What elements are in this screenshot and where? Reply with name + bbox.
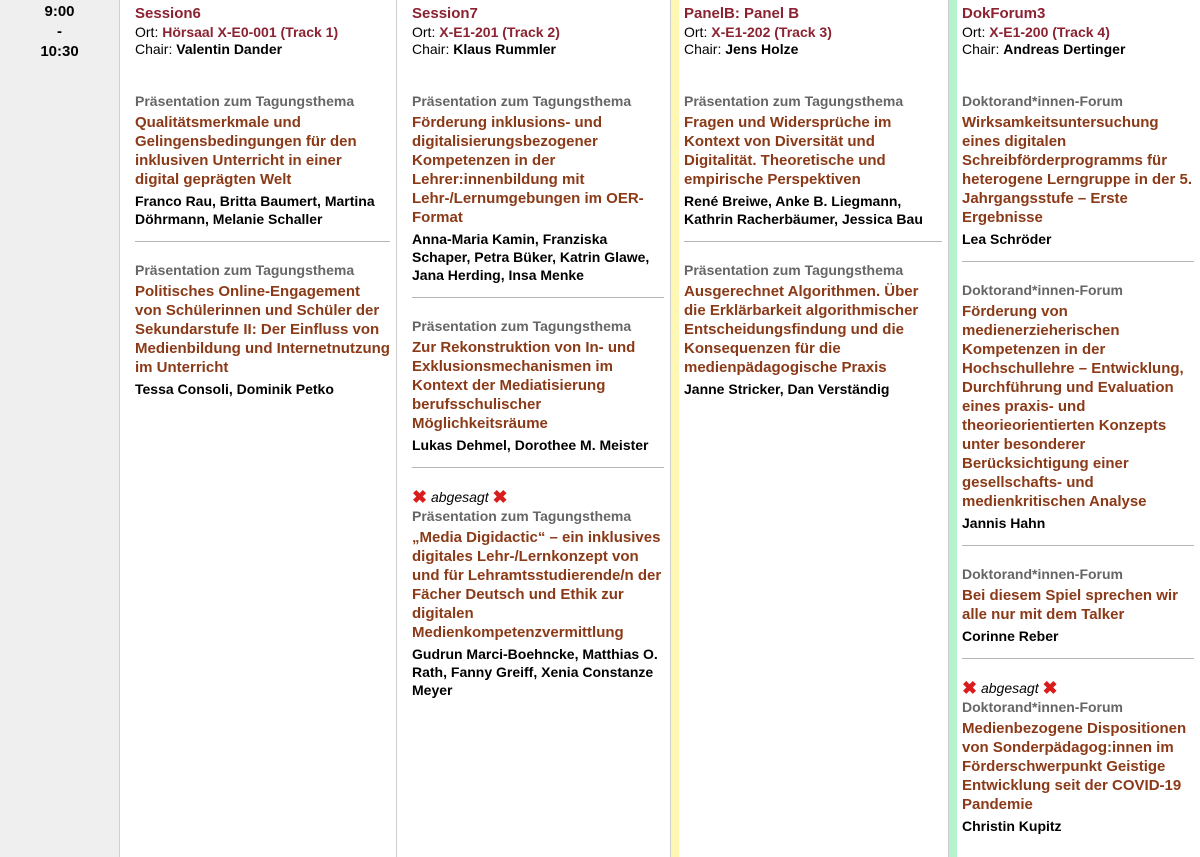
dokforum-color-stripe [949,0,957,857]
room-label: Ort: [135,24,159,40]
presentation-authors: Christin Kupitz [962,818,1062,834]
presentation-type: Präsentation zum Tagungsthema [684,93,904,109]
presentation-item [135,241,390,411]
presentation-type: Präsentation zum Tagungsthema [412,318,632,334]
presentation-authors: Gudrun Marci-Boehncke, Matthias O. Rath, Fanny Greiff, Xenia Constanze Meyer [412,646,658,698]
room-label: Ort: [684,24,708,40]
presentation-type: Doktorand*innen-Forum [962,699,1123,715]
session-header [412,4,664,92]
presentation-type: Präsentation zum Tagungsthema [135,93,355,109]
chair-name: Valentin Dander [176,41,283,57]
presentation-item [962,92,1194,261]
room-link[interactable]: Hörsaal X-E0-001 (Track 1) [162,24,339,40]
cancelled-label: abgesagt [430,489,489,505]
chair-name: Jens Holze [725,41,799,57]
panel-color-stripe [671,0,679,857]
session-header [962,4,1194,92]
presentation-title-link[interactable]: Förderung inklusions- und digitalisierungsbezogener Kompetenzen in der Lehrer:innenbildung mit Lehr-/Lernumgebungen im OER-Format [412,114,644,226]
presentation-authors: Janne Stricker, Dan Verständig [684,381,890,397]
presentation-title-link[interactable]: Wirksamkeitsuntersuchung eines digitalen Schreibförderprogramms für heterogene Lerngruppe in der 5. Jahrgangsstufe – Erste Ergebnisse [962,114,1193,226]
presentation-item [962,545,1194,658]
presentation-type: Doktorand*innen-Forum [962,93,1123,109]
session-column-panelb [671,0,949,857]
chair-label: Chair: [684,41,722,57]
presentation-item [412,92,664,297]
presentation-item [684,92,942,241]
presentation-authors: Lea Schröder [962,231,1052,247]
session-column-session7 [397,0,671,857]
presentation-title-link[interactable]: Förderung von medienerzieherischen Kompetenzen in der Hochschullehre – Entwicklung, Durchführung und Evaluation eines praxis- und theorieorientierten Konzepts unter besonderer Berücksichtigung einer gesellschafts- und medienkritischen Analyse [962,303,1184,510]
session-title-link[interactable]: DokForum3 [962,5,1046,22]
presentation-title-link[interactable]: Politisches Online-Engagement von Schülerinnen und Schüler der Sekundarstufe II: Der Einfluss von Medienbildung und Internetnutzung im Unterricht [135,283,390,376]
session-title-link[interactable]: Session7 [412,5,478,22]
room-label: Ort: [412,24,436,40]
presentation-item [412,297,664,467]
presentation-authors: Jannis Hahn [962,515,1046,531]
presentation-type: Doktorand*innen-Forum [962,282,1123,298]
presentation-authors: Tessa Consoli, Dominik Petko [135,381,334,397]
presentation-authors: Anna-Maria Kamin, Franziska Schaper, Petra Büker, Katrin Glawe, Jana Herding, Insa Menke [412,231,650,283]
cross-mark-icon: ✖ [962,678,978,698]
presentation-title-link[interactable]: Fragen und Widersprüche im Kontext von Diversität und Digitalität. Theoretische und empirische Perspektiven [684,114,892,188]
presentation-title-link[interactable]: Bei diesem Spiel sprechen wir alle nur mit dem Talker [962,587,1178,623]
chair-label: Chair: [135,41,173,57]
room-label: Ort: [962,24,986,40]
chair-name: Klaus Rummler [453,41,556,57]
presentation-title-link[interactable]: Qualitätsmerkmale und Gelingensbedingungen für den inklusiven Unterricht in einer digital geprägten Welt [135,114,357,188]
presentation-item [684,241,942,411]
chair-name: Andreas Dertinger [1003,41,1126,57]
presentation-item [135,92,390,241]
session-title-link[interactable]: Session6 [135,5,201,22]
presentation-type: Präsentation zum Tagungsthema [412,93,632,109]
presentation-authors: Corinne Reber [962,628,1059,644]
presentation-authors: Franco Rau, Britta Baumert, Martina Döhrmann, Melanie Schaller [135,193,375,227]
cancelled-notice [962,678,1194,698]
session-header [135,4,390,92]
presentation-title-link[interactable]: Ausgerechnet Algorithmen. Über die Erklärbarkeit algorithmischer Entscheidungsfindung und die Konsequenzen für die medienpädagogische Praxis [684,283,919,376]
room-link[interactable]: X-E1-201 (Track 2) [439,24,560,40]
time-end: 10:30 [40,43,79,60]
cross-mark-icon: ✖ [492,487,508,507]
time-start: 9:00 [44,3,75,20]
presentation-type: Präsentation zum Tagungsthema [135,262,355,278]
presentation-authors: René Breiwe, Anke B. Liegmann, Kathrin Racherbäumer, Jessica Bau [684,193,923,227]
presentation-type: Doktorand*innen-Forum [962,566,1123,582]
room-link[interactable]: X-E1-202 (Track 3) [711,24,832,40]
presentation-type: Präsentation zum Tagungsthema [412,508,632,524]
session-column-dokforum3 [949,0,1200,857]
presentation-item [962,261,1194,545]
presentation-item-cancelled [962,658,1194,848]
session-column-session6 [120,0,397,857]
cross-mark-icon: ✖ [1042,678,1058,698]
cancelled-label: abgesagt [980,680,1039,696]
presentation-authors: Lukas Dehmel, Dorothee M. Meister [412,437,649,453]
presentation-title-link[interactable]: „Media Digidactic“ – ein inklusives digitales Lehr-/Lernkonzept von und für Lehramtsstudierende/n der Fächer Deutsch und Ethik zur digitalen Medienkompetenzvermittlung [412,529,662,641]
time-slot [0,0,120,857]
room-link[interactable]: X-E1-200 (Track 4) [989,24,1110,40]
cancelled-notice [412,487,664,507]
presentation-item-cancelled [412,467,664,712]
time-separator: - [57,23,62,40]
cross-mark-icon: ✖ [412,487,428,507]
presentation-title-link[interactable]: Zur Rekonstruktion von In- und Exklusionsmechanismen im Kontext der Mediatisierung berufsschulischer Möglichkeitsräume [412,339,636,432]
presentation-title-link[interactable]: Medienbezogene Dispositionen von Sonderpädagog:innen im Förderschwerpunkt Geistige Entwicklung seit der COVID-19 Pandemie [962,720,1187,813]
chair-label: Chair: [412,41,450,57]
presentation-type: Präsentation zum Tagungsthema [684,262,904,278]
session-header [684,4,942,92]
chair-label: Chair: [962,41,1000,57]
session-title-link[interactable]: PanelB: Panel B [684,5,800,22]
